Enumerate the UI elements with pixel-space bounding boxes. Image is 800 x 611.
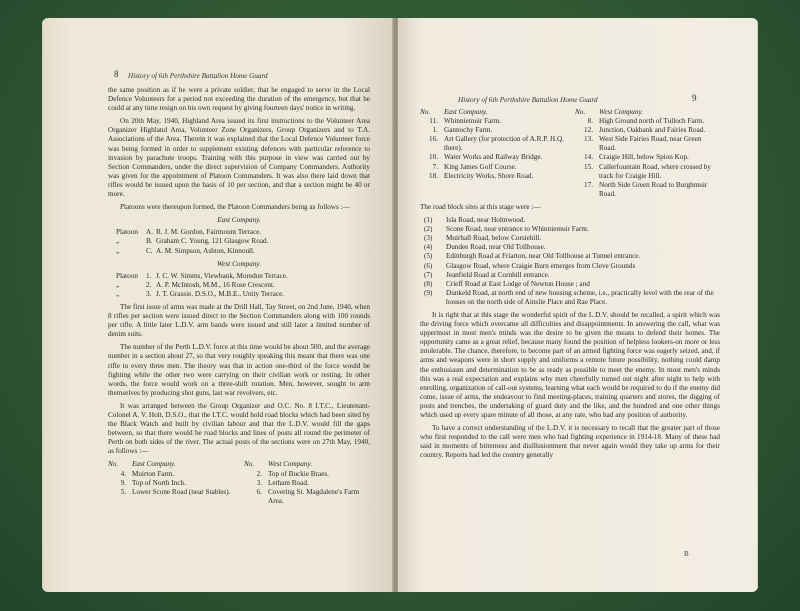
list-item: 17. North Side Green Road to Burghmuir Road. [584, 180, 708, 198]
list-item: 5. Lower Scone Road (near Stables). [120, 487, 231, 496]
list-item: 10. Water Works and Railway Bridge. [429, 153, 543, 162]
paragraph: the same position as if he were a private soldier, that he engaged to serve in the Local Defence Volunteers for a period not exceeding the duration of the emergency, but that he could at any time resign on his own request by giving fourteen days' notice in writing. [108, 86, 370, 113]
right-page-body [420, 106, 720, 464]
list-item: 11. Whinniemuir Farm. [429, 117, 502, 126]
platoon-row: „ B. Graham C. Young, 121 Glasgow Road. [116, 237, 269, 246]
east-posts-column: No. East Company. 4. Muirton Farm. 9. Top of North Inch. 5. Lower Scone Road (near Stables). [108, 460, 234, 505]
list-item: 16. Art Gallery (for protection of A.R.P. H.Q. there). [429, 135, 564, 153]
left-page-edges [42, 24, 43, 586]
right-page [398, 18, 758, 592]
platoon-row: „ 3. J. T. Grassie, D.S.O., M.B.E., Unity Terrace. [116, 289, 285, 298]
road-block-item: (3) Muirhall Road, below Corsiehill. [424, 234, 542, 243]
road-block-item: (5) Edinburgh Road at Friarton, near Old Tollhouse at Tunnel entrance. [424, 252, 641, 261]
list-item: 7. King James Golf Course. [432, 162, 517, 171]
paragraph: It was arranged between the Group Organizer and O.C. No. 8 I.T.C., Lieutenant-Colonel A. V. Holt, D.S.O., that the I.T.C. would hold road blocks which had been sited by the Black Watch and built by civilian labour and that the L.D.V. would fill the gaps between, so that there would be road blocks and lines of posts all round the perimeter of Perth on both sides of the river. The actual posts of the sections were on 27th May, 1940, as follows :— [108, 401, 370, 456]
left-running-head: History of 6th Perthshire Battalion Home Guard [128, 72, 268, 80]
east-company-heading: East Company. [217, 216, 261, 225]
list-item: 8. High Ground north of Tulloch Farm. [587, 117, 705, 126]
right-page-edges [757, 24, 758, 586]
road-block-item: (1) Isla Road, near Holmwood. [424, 216, 526, 225]
posts-table-right [420, 108, 720, 199]
list-item: 3. Letham Road. [256, 478, 309, 487]
list-item: 2. Top of Buckie Braes. [256, 469, 329, 478]
list-item: 18. Electricity Works, Shore Road. [429, 171, 534, 180]
west-company-heading: West Company. [216, 259, 262, 268]
list-item: 14. Craigie Hill, below Spion Kop. [584, 153, 689, 162]
list-item: 9. Top of North Inch. [120, 478, 186, 487]
open-booklet [42, 18, 758, 592]
left-page-body [108, 86, 370, 510]
road-block-item: (6) Glasgow Road, where Craigie Burn emerges from Cleve Grounds [424, 261, 636, 270]
road-block-intro: The road block sites at this stage were :— [420, 202, 541, 211]
right-running-head: History of 6th Perthshire Battalion Home Guard [458, 96, 598, 104]
paragraph: To have a correct understanding of the L.D.V. it is necessary to recall that the greater part of those who first responded to the call were men who had fighting experience in 1914-18. Many of these had said in moments of bitterness and disillusionment that never again would they take up arms for their country. Reports had led the country generally [420, 424, 720, 460]
list-item: 13. West Side Fairies Road, near Green Road. [584, 135, 702, 153]
list-item: 12. Junction, Oakbank and Fairies Road. [584, 126, 706, 135]
list-item: 4. Muirton Farm. [120, 469, 175, 478]
platoon-row: Platoon 1. J. C. W. Simms, Viewbank, Moredun Terrace. [116, 271, 288, 280]
paragraph: It is right that at this stage the wonderful spirit of the L.D.V. should be recalled, a spirit which was the driving force which overcame all difficulties and disappointments. In answering the call, what was uppermost in most men's minds was the desire to be given the means to defend their homes. The opportunity came as a great relief, because many found the position of helpless lookers-on more or less intolerable. The chance, therefore, to become part of an armed fighting force was eagerly seized, and, if arms and weapons were in short supply and uniforms a remote future possibility, nothing could damp the enthusiasm and determination to be as ready as possible to meet the enemy. In most men's minds this was a real expectation and explains why men cheerfully turned out night after night to help with enrolling, organization of call-out systems, learning what each would be required to do if the enemy did come, issue of arms, the endeavour to find meeting-places, training quarters and stores, the digging of posts and trenches, the undertaking of guard duty and the like, and the hundred and one other things which used up every spare minute of all those, at any rate, who had any position of authority. [420, 310, 720, 419]
road-block-item: (8) Crieff Road at East Lodge of Newton House ; and [424, 279, 590, 288]
platoon-row: Platoon A. R. J. M. Gordon, Fairmount Terrace. [116, 228, 262, 237]
paragraph: The first issue of arms was made at the Drill Hall, Tay Street, on 2nd June, 1940, when 8 rifles per section were issued direct to the Section Commanders along with 100 rounds per rifle. A little later L.D.V. arm bands were issued and still later a limited number of denim suits. [108, 302, 370, 339]
paragraph: On 20th May, 1940, Highland Area issued its first instructions to the Volunteer Area Organizer Highland Area, Volunteer Zone Organizers, Group Organizers and to T.A. Associations of the Area. Therein it was explained that the Local Defence Volunteer force was being formed in order to supplement existing defences with particular reference to invasion by parachute troops. Training with this purpose in view was carried out by Section Commanders, under the direct supervision of Company Commanders. Authority was given for the appointment of Platoon Commanders. It was also there laid down that rifles would be issued upon the basis of 10 per section, and that a section might be 40 or more. [108, 117, 370, 199]
posts-table-left [108, 460, 370, 505]
road-block-item: (7) Jeanfield Road at Cornhill entrance. [424, 270, 550, 279]
paragraph: Platoons were thereupon formed, the Platoon Commanders being as follows :— [120, 203, 350, 212]
list-item: 6. Covering St. Magdalene's Farm Area. [256, 487, 360, 505]
right-page-number: 9 [692, 93, 697, 103]
left-page-number: 8 [114, 69, 119, 79]
west-posts-column: No. West Company. 8. High Ground north of Tulloch Farm. 12. Junction, Oakbank and Fairies Road. 13. West Side Fairies Road, near Green Road. 14. Craigie Hill, below Spion Kop. 15. Callerfountain Road, where crossed by track for Craigie Hill. 17. North Side Green Road to Burghmuir Road. [575, 108, 720, 199]
east-posts-column: No. East Company. 11. Whinniemuir Farm. 1. Gannochy Farm. 16. Art Gallery (for protection of A.R.P. H.Q. there). 10. Water Works and Railway Bridge. 7. King James Golf Course. 18. Electricity Works, Shore Road. [420, 108, 564, 180]
platoon-row: „ C. A. M. Simpson, Ashton, Kinnoull. [116, 246, 255, 255]
left-page [42, 18, 394, 592]
road-block-item: (9) Dunkeld Road, at north end of new housing scheme, i.e., practically level with the rear of the houses on the north side of Ainslie Place and Rae Place. [424, 288, 714, 306]
platoon-row: „ 2. A. P. McIntosh, M.M., 16 Rose Crescent. [116, 280, 275, 289]
signature-mark: B [684, 550, 689, 558]
list-item: 1. Gannochy Farm. [432, 126, 493, 135]
road-block-item: (2) Scone Road, near entrance to Whinniemuir Farm. [424, 225, 589, 234]
road-block-item: (4) Dundee Road, near Old Tollhouse. [424, 243, 546, 252]
west-posts-column: No. West Company. 2. Top of Buckie Braes. 3. Letham Road. 6. Covering St. Magdalene's Farm Area. [244, 460, 370, 505]
list-item: 15. Callerfountain Road, where crossed by track for Craigie Hill. [584, 162, 711, 180]
paragraph: The number of the Perth L.D.V. force at this time would be about 500, and the average number in a section about 27, so that very roughly speaking this meant that there was one rifle to every three men. The theory was that in action one-third of the force would be fighting while the other two were carrying on their civilian work or resting. In other words, the force would work on a three-shift rotation. Men, however, sought to arm themselves by producing shot guns, last war revolvers, etc. [108, 343, 370, 397]
